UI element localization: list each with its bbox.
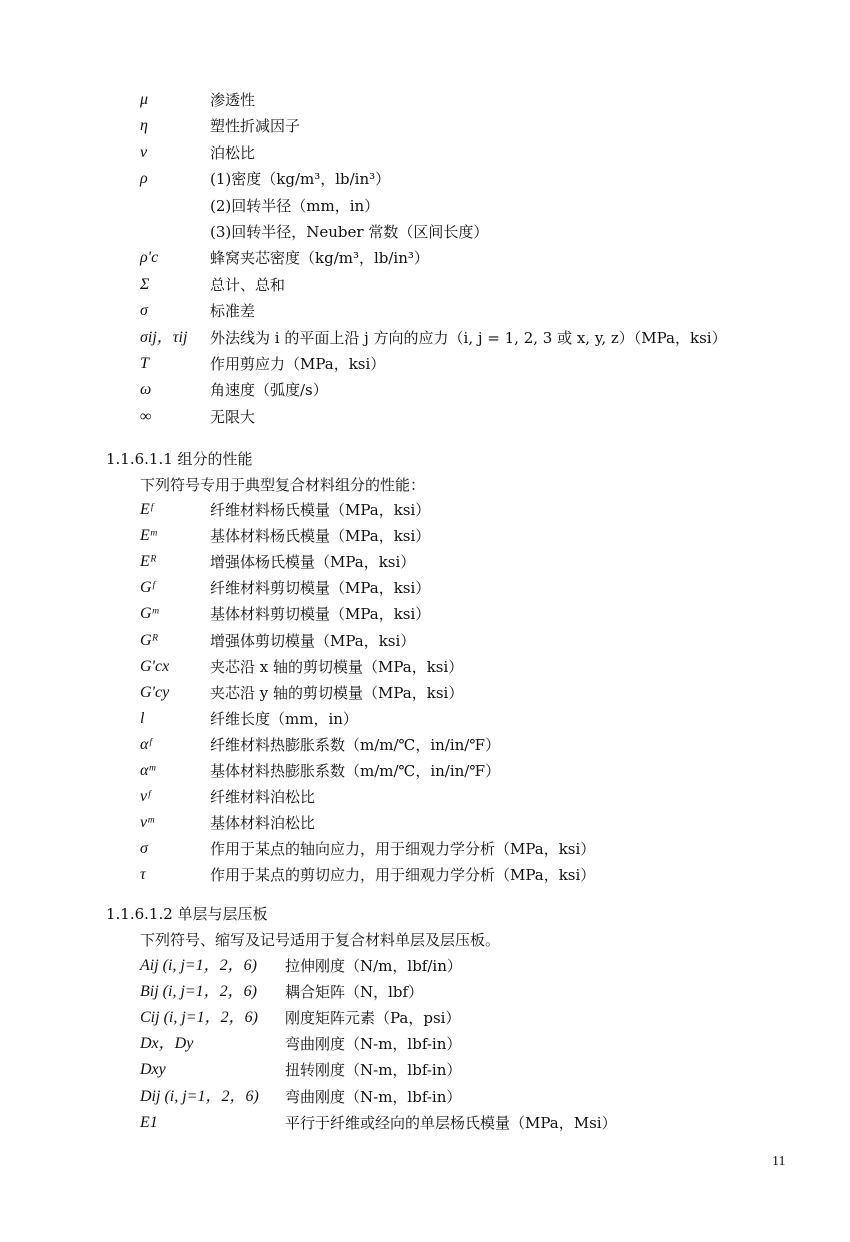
symbol: Cij (i, j=1，2，6) — [140, 1009, 258, 1027]
symbol: Bij (i, j=1，2，6) — [140, 983, 258, 1001]
symbol-definition: 作用于某点的剪切应力，用于细观力学分析（MPa，ksi） — [210, 866, 596, 885]
symbol-definition: 无限大 — [210, 407, 256, 426]
symbol: l — [140, 709, 145, 727]
symbol-definition: 纤维长度（mm，in） — [210, 709, 358, 728]
symbol: Dxy — [140, 1061, 166, 1079]
section-intro-lamina: 下列符号、缩写及记号适用于复合材料单层及层压板。 — [140, 931, 501, 949]
symbol-definition: 角速度（弧度/s） — [210, 381, 328, 400]
symbol: σ — [140, 840, 148, 858]
symbol-definition: 作用于某点的轴向应力，用于细观力学分析（MPa，ksi） — [210, 840, 596, 859]
symbol-definition: 弯曲刚度（N-m，lbf-in） — [285, 1035, 462, 1054]
symbol-definition: 总计、总和 — [210, 275, 286, 294]
symbol-definition: 刚度矩阵元素（Pa，psi） — [285, 1009, 461, 1028]
symbol: G'cx — [140, 657, 170, 675]
symbol-definition: 夹芯沿 x 轴的剪切模量（MPa，ksi） — [210, 657, 464, 676]
symbol: ν — [140, 143, 148, 161]
symbol-definition: 基体材料杨氏模量（MPa，ksi） — [210, 527, 431, 546]
symbol: σ — [140, 302, 148, 320]
symbol-definition: 标准差 — [210, 302, 256, 321]
symbol: G'cy — [140, 683, 170, 701]
symbol: αᵐ — [140, 762, 156, 779]
symbol: νᶠ — [140, 788, 150, 806]
symbol-definition: 塑性折减因子 — [210, 117, 301, 136]
section-intro-constituent: 下列符号专用于典型复合材料组分的性能： — [140, 476, 426, 494]
symbol: ∞ — [140, 407, 152, 425]
symbol: η — [140, 117, 148, 135]
symbol-definition: 基体材料热膨胀系数（m/m/℃，in/in/℉） — [210, 762, 501, 780]
page-number: 11 — [772, 1154, 786, 1169]
symbol-definition: 平行于纤维或经向的单层杨氏模量（MPa，Msi） — [285, 1113, 617, 1132]
symbol: E1 — [140, 1113, 158, 1131]
symbol-definition: 渗透性 — [210, 91, 256, 109]
symbol-definition: 扭转刚度（N-m，lbf-in） — [285, 1061, 462, 1080]
symbol: Dij (i, j=1，2，6) — [140, 1087, 259, 1105]
symbol-definition: 纤维材料剪切模量（MPa，ksi） — [210, 579, 431, 598]
symbol-definition: 增强体剪切模量（MPa，ksi） — [210, 631, 416, 650]
section-heading-lamina-laminate: 1.1.6.1.2 单层与层压板 — [106, 905, 268, 923]
symbol: Gᶠ — [140, 579, 155, 597]
symbol-definition: 蜂窝夹芯密度（kg/m³，lb/in³） — [210, 249, 429, 268]
symbol-definition: (1)密度（kg/m³，lb/in³） — [210, 170, 391, 189]
symbol: Eᶠ — [140, 501, 153, 518]
symbol: ρ — [140, 170, 148, 188]
symbol: σij，τij — [140, 328, 188, 346]
symbol: τ — [140, 866, 146, 884]
symbol: μ — [140, 91, 149, 108]
symbol: Gᴿ — [140, 631, 159, 649]
symbol: Dx，Dy — [140, 1035, 194, 1053]
symbol-definition: 作用剪应力（MPa，ksi） — [210, 355, 386, 373]
symbol: νᵐ — [140, 814, 154, 832]
symbol-definition: 基体材料泊松比 — [210, 814, 316, 833]
symbol-definition: 耦合矩阵（N，lbf） — [285, 983, 424, 1002]
symbol: αᶠ — [140, 735, 152, 753]
symbol-definition: (3)回转半径，Neuber 常数（区间长度） — [210, 223, 489, 241]
symbol: Eᴿ — [140, 553, 157, 571]
symbol: T — [140, 355, 149, 372]
symbol-definition: (2)回转半径（mm，in） — [210, 196, 380, 215]
symbol-definition: 纤维材料热膨胀系数（m/m/℃，in/in/℉） — [210, 735, 501, 754]
symbol-definition: 泊松比 — [210, 143, 256, 162]
symbol: Gᵐ — [140, 605, 159, 623]
symbol-definition: 夹芯沿 y 轴的剪切模量（MPa，ksi） — [210, 683, 464, 702]
symbol-definition: 纤维材料杨氏模量（MPa，ksi） — [210, 501, 431, 519]
symbol: Aij (i, j=1，2，6) — [140, 957, 258, 974]
section-heading-constituent-properties: 1.1.6.1.1 组分的性能 — [106, 450, 253, 468]
symbol-definition: 外法线为 i 的平面上沿 j 方向的应力（i, j = 1, 2, 3 或 x, y, z）（MPa，ksi） — [210, 328, 727, 347]
symbol: ω — [140, 381, 152, 399]
symbol: Σ — [140, 275, 150, 293]
symbol-definition: 拉伸刚度（N/m，lbf/in） — [285, 957, 462, 975]
symbol-definition: 纤维材料泊松比 — [210, 788, 316, 807]
symbol: Eᵐ — [140, 527, 157, 545]
symbol-definition: 基体材料剪切模量（MPa，ksi） — [210, 605, 431, 624]
symbol-definition: 增强体杨氏模量（MPa，ksi） — [210, 553, 416, 572]
symbol: ρ'c — [140, 249, 159, 267]
symbol-definition: 弯曲刚度（N-m，lbf-in） — [285, 1087, 462, 1106]
